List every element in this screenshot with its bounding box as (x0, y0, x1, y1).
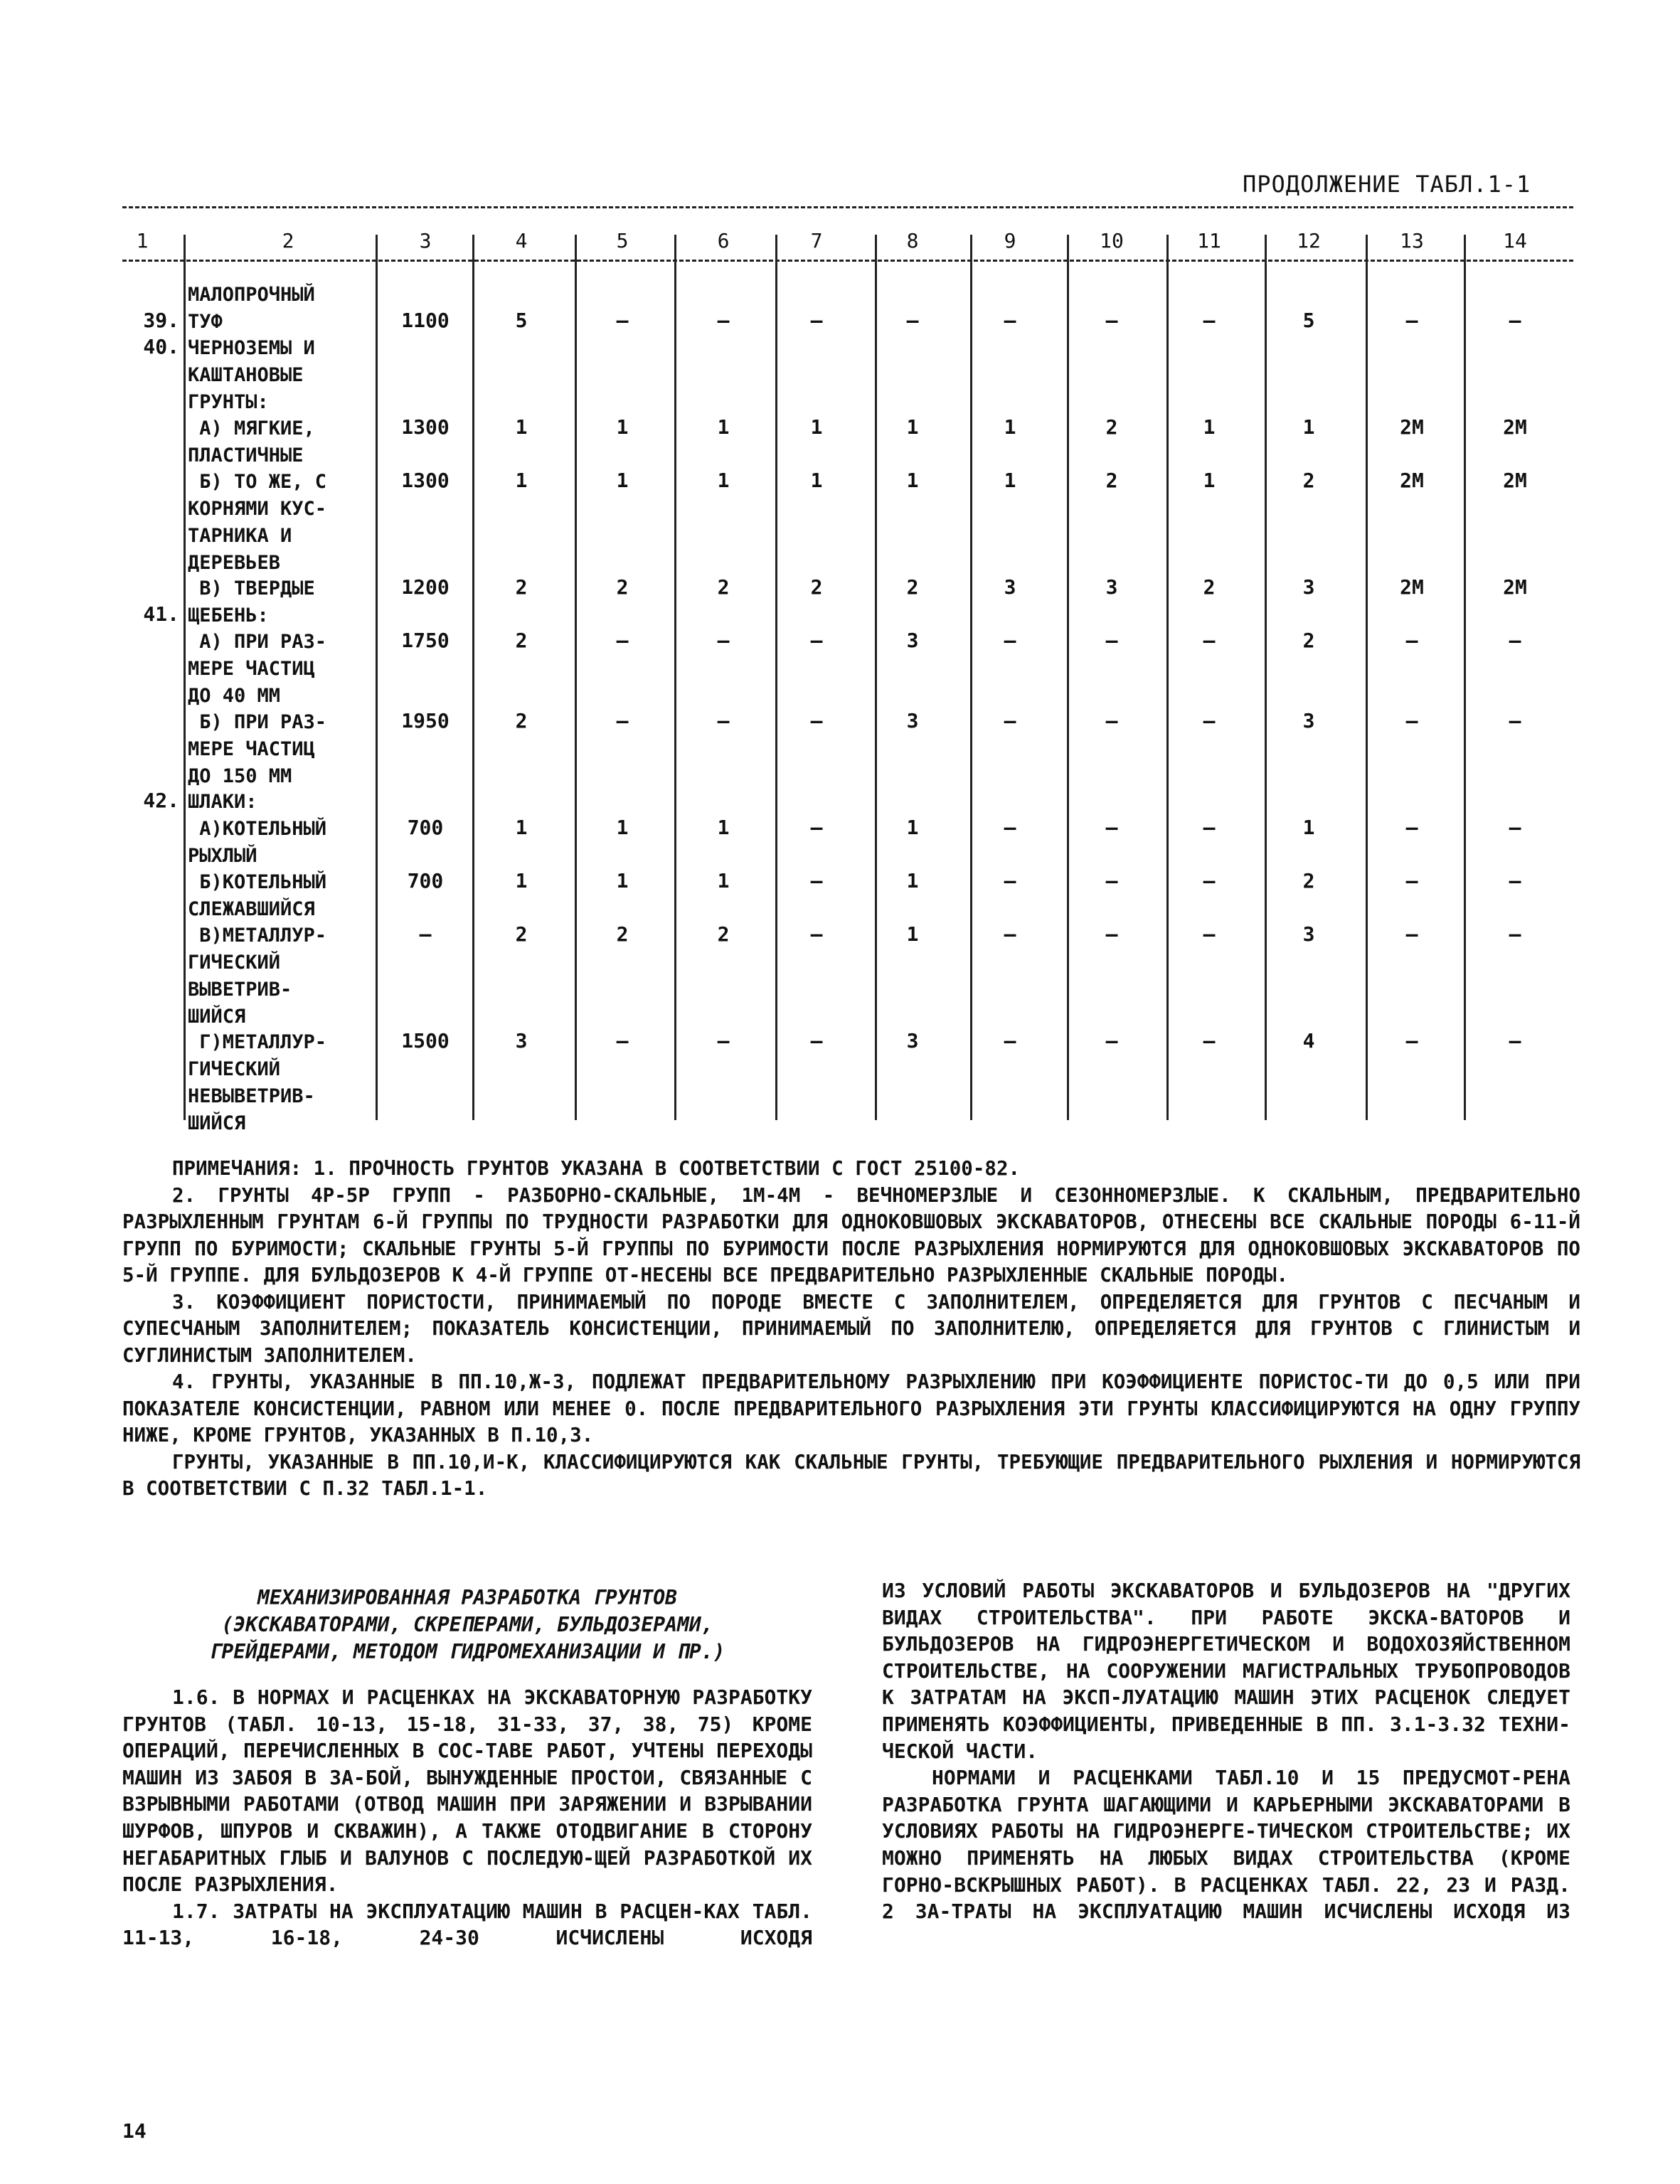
column-header-5: 5 (616, 229, 629, 252)
table-cell: – (1105, 1029, 1118, 1053)
table-cell: 1500 (401, 1029, 450, 1053)
table-cell: 1100 (401, 308, 450, 332)
column-header-10: 10 (1100, 229, 1124, 252)
table-cell: 2 (515, 922, 528, 947)
table-cell: 3 (1105, 575, 1118, 600)
column-separator (1366, 235, 1368, 1120)
table-cell: – (1405, 629, 1418, 653)
table-cell: – (810, 1029, 823, 1053)
section-title (122, 1584, 812, 1666)
table-cell: – (1509, 869, 1521, 893)
table-cell: 2 (1105, 468, 1118, 492)
table-cell: 700 (407, 816, 444, 839)
table-cell: 3 (1302, 708, 1315, 733)
table-cell: – (1105, 629, 1118, 653)
table-cell: – (1203, 629, 1216, 653)
table-cell: 1 (810, 468, 823, 492)
row-name: МАЛОПРОЧНЫЙ ТУФ (188, 284, 315, 333)
row-name: ЩЕБЕНЬ: (188, 604, 269, 627)
column-header-2: 2 (282, 229, 294, 252)
table-cell: – (717, 308, 730, 332)
table-cell: – (1405, 922, 1418, 947)
row-name: ШЛАКИ: (188, 791, 257, 814)
table-cell: 1 (906, 816, 919, 839)
table-cell: 1 (616, 468, 629, 492)
table-cell: – (1405, 308, 1418, 332)
table-cell: – (717, 1029, 730, 1053)
table-cell: – (616, 308, 629, 332)
column-header-1: 1 (136, 229, 149, 252)
table-cell: 1 (515, 468, 528, 492)
table-cell: 2 (1302, 869, 1315, 893)
column-separator (775, 235, 777, 1120)
table-cell: – (1509, 1029, 1521, 1053)
table-cell: 1 (810, 415, 823, 439)
column-separator (970, 235, 972, 1120)
table-cell: 1 (1004, 468, 1016, 492)
table-cell: 3 (1302, 922, 1315, 947)
table-cell: – (1405, 816, 1418, 839)
table-cell: 2М (1503, 415, 1527, 439)
table-cell: – (616, 1029, 629, 1053)
column-header-4: 4 (515, 229, 528, 252)
table-cell: – (1203, 816, 1216, 839)
table-cell: – (1405, 708, 1418, 733)
note-2: 2. ГРУНТЫ 4Р-5Р ГРУПП - РАЗБОРНО-СКАЛЬНЫЕ, 1М-4М - ВЕЧНОМЕРЗЛЫЕ И СЕЗОННОМЕРЗЛЫЕ. К СКАЛЬНЫМ, ПРЕДВАРИТЕЛЬНО РАЗРЫХЛЕННЫМ ГРУНТАМ 6-Й ГРУППЫ ПО ТРУДНОСТИ РАЗРАБОТКИ ДЛЯ ОДНОКОВШОВЫХ ЭКСКАВАТОРОВ, ОТНЕСЕНЫ ВСЕ СКАЛЬНЫЕ ПОРОДЫ 6-11-Й ГРУПП ПО БУРИМОСТИ; СКАЛЬНЫЕ ГРУНТЫ 5-Й ГРУППЫ ПО БУРИМОСТИ ПОСЛЕ РАЗРЫХЛЕНИЯ НОРМИРУЮТСЯ ДЛЯ ОДНОКОВШОВЫХ ЭКСКАВАТОРОВ ПО 5-Й ГРУППЕ. ДЛЯ БУЛЬДОЗЕРОВ К 4-Й ГРУППЕ ОТ-НЕСЕНЫ ВСЕ ПРЕДВАРИТЕЛЬНО РАЗРЫХЛЕННЫЕ СКАЛЬНЫЕ ПОРОДЫ. (122, 1183, 1580, 1287)
table-cell: – (616, 629, 629, 653)
table-cell: 1 (717, 816, 730, 839)
table-cell: – (717, 708, 730, 733)
row-name: Б) ПРИ РАЗ- МЕРЕ ЧАСТИЦ ДО 150 ММ (188, 710, 327, 787)
table-cell: 2 (1302, 629, 1315, 653)
paragraph-continuation: ИЗ УСЛОВИЙ РАБОТЫ ЭКСКАВАТОРОВ И БУЛЬДОЗЕРОВ НА "ДРУГИХ ВИДАХ СТРОИТЕЛЬСТВА". ПРИ РАБОТЕ ЭКСКА-ВАТОРОВ И БУЛЬДОЗЕРОВ НА ГИДРОЭНЕРГЕТИЧЕСКОМ И ВОДОХОЗЯЙСТВЕННОМ СТРОИТЕЛЬСТВЕ, НА СООРУЖЕНИИ МАГИСТРАЛЬНЫХ ТРУБОПРОВОДОВ К ЗАТРАТАМ НА ЭКСП-ЛУАТАЦИЮ МАШИН ЭТИХ РАСЦЕНОК СЛЕДУЕТ ПРИМЕНЯТЬ КОЭФФИЦИЕНТЫ, ПРИВЕДЕННЫЕ В ПП. 3.1-3.32 ТЕХНИ-ЧЕСКОЙ ЧАСТИ. (882, 1579, 1570, 1763)
row-name: А) МЯГКИЕ, ПЛАСТИЧНЫЕ (188, 417, 315, 467)
paragraph-1-7: 1.7. ЗАТРАТЫ НА ЭКСПЛУАТАЦИЮ МАШИН В РАСЦЕН-КАХ ТАБЛ. 11-13, 16-18, 24-30 ИСЧИСЛЕНЫ ИСХОДЯ (122, 1899, 812, 1950)
table-cell: – (810, 816, 823, 839)
row-name: А)КОТЕЛЬНЫЙ РЫХЛЫЙ (188, 818, 327, 867)
column-header-6: 6 (717, 229, 730, 252)
table-cell: 3 (515, 1029, 528, 1053)
table-cell: 1 (906, 415, 919, 439)
table-cell: – (1004, 708, 1016, 733)
column-header-12: 12 (1297, 229, 1321, 252)
row-name: А) ПРИ РАЗ- МЕРЕ ЧАСТИЦ ДО 40 ММ (188, 631, 327, 708)
table-cell: 2 (906, 575, 919, 600)
column-header-7: 7 (810, 229, 823, 252)
table-cell: – (616, 708, 629, 733)
row-number: 42. (143, 789, 179, 813)
table-cell: – (810, 708, 823, 733)
section-title-line-1: МЕХАНИЗИРОВАННАЯ РАЗРАБОТКА ГРУНТОВ (257, 1586, 677, 1609)
table-cell: – (1004, 1029, 1016, 1053)
column-separator (472, 235, 474, 1120)
table-cell: – (1509, 816, 1521, 839)
table-cell: 1 (717, 415, 730, 439)
column-separator (1464, 235, 1466, 1120)
note-1: ПРИМЕЧАНИЯ: 1. ПРОЧНОСТЬ ГРУНТОВ УКАЗАНА В СООТВЕТСТВИИ С ГОСТ 25100-82. (172, 1157, 1021, 1180)
table-cell: 1 (1004, 415, 1016, 439)
row-name: В)МЕТАЛЛУР- ГИЧЕСКИЙ ВЫВЕТРИВ- ШИЙСЯ (188, 925, 327, 1028)
table-cell: 2 (515, 708, 528, 733)
table-rule-top (122, 206, 1573, 208)
column-header-8: 8 (906, 229, 919, 252)
column-separator (1265, 235, 1267, 1120)
table-cell: – (419, 922, 432, 947)
table-cell: 1 (717, 468, 730, 492)
row-name: Б) ТО ЖЕ, С КОРНЯМИ КУС- ТАРНИКА И ДЕРЕВЬЕВ (188, 470, 327, 574)
table-cell: 1300 (401, 468, 450, 492)
column-separator (1166, 235, 1169, 1120)
table-cell: – (1004, 308, 1016, 332)
paragraph-norms: НОРМАМИ И РАСЦЕНКАМИ ТАБЛ.10 И 15 ПРЕДУСМОТ-РЕНА РАЗРАБОТКА ГРУНТА ШАГАЮЩИМИ И КАРЬЕРНЫМИ ЭКСКАВАТОРАМИ В УСЛОВИЯХ РАБОТЫ НА ГИДРОЭНЕРГЕ-ТИЧЕСКОМ СТРОИТЕЛЬСТВЕ; ИХ МОЖНО ПРИМЕНЯТЬ НА ЛЮБЫХ ВИДАХ СТРОИТЕЛЬСТВА (КРОМЕ ГОРНО-ВСКРЫШНЫХ РАБОТ). В РАСЦЕНКАХ ТАБЛ. 22, 23 И РАЗД. 2 ЗА-ТРАТЫ НА ЭКСПЛУАТАЦИЮ МАШИН ИСЧИСЛЕНЫ ИСХОДЯ ИЗ (882, 1766, 1570, 1924)
table-cell: – (810, 629, 823, 653)
column-header-11: 11 (1197, 229, 1221, 252)
table-cell: 1 (906, 922, 919, 947)
table-cell: 5 (515, 308, 528, 332)
row-name: В) ТВЕРДЫЕ (188, 577, 315, 600)
table-cell: 3 (1004, 575, 1016, 600)
table-cell: – (1004, 629, 1016, 653)
table-cell: 700 (407, 869, 444, 893)
column-header-3: 3 (419, 229, 432, 252)
table-cell: 2 (1105, 415, 1118, 439)
right-column (882, 1577, 1570, 1925)
table-cell: – (810, 869, 823, 893)
row-number: 39. (143, 308, 179, 332)
table-cell: 2 (1302, 468, 1315, 492)
table-cell: 1 (906, 468, 919, 492)
table-cell: 1 (906, 869, 919, 893)
table-cell: – (1203, 308, 1216, 332)
row-number: 40. (143, 335, 179, 359)
table-cell: 3 (906, 1029, 919, 1053)
table-cell: 2 (717, 575, 730, 600)
column-header-14: 14 (1503, 229, 1527, 252)
table-cell: 2М (1400, 468, 1424, 492)
table-cell: 2 (515, 629, 528, 653)
table-cell: 1950 (401, 708, 450, 733)
table-cell: 1 (515, 869, 528, 893)
section-title-line-2: (ЭКСКАВАТОРАМИ, СКРЕПЕРАМИ, БУЛЬДОЗЕРАМИ, (221, 1613, 713, 1636)
table-cell: 4 (1302, 1029, 1315, 1053)
table-cell: 1 (616, 816, 629, 839)
table-cell: – (1405, 869, 1418, 893)
column-separator (1067, 235, 1069, 1120)
table-cell: 2 (515, 575, 528, 600)
table-cell: – (1004, 816, 1016, 839)
table-cell: 2 (616, 922, 629, 947)
column-separator (575, 235, 577, 1120)
table-cell: – (1105, 869, 1118, 893)
left-column (122, 1684, 812, 1951)
table-cell: – (1105, 816, 1118, 839)
table-cell: 1750 (401, 629, 450, 653)
table-cell: 3 (906, 629, 919, 653)
row-name: ЧЕРНОЗЕМЫ И КАШТАНОВЫЕ ГРУНТЫ: (188, 337, 315, 414)
table-cell: 1 (616, 869, 629, 893)
note-4: 4. ГРУНТЫ, УКАЗАННЫЕ В ПП.10,Ж-З, ПОДЛЕЖАТ ПРЕДВАРИТЕЛЬНОМУ РАЗРЫХЛЕНИЮ ПРИ КОЭФФИЦИЕНТЕ ПОРИСТОС-ТИ ДО 0,5 ИЛИ ПРИ ПОКАЗАТЕЛЕ КОНСИСТЕНЦИИ, РАВНОМ ИЛИ МЕНЕЕ 0. ПОСЛЕ ПРЕДВАРИТЕЛЬНОГО РАЗРЫХЛЕНИЯ ЭТИ ГРУНТЫ КЛАССИФИЦИРУЮТСЯ НА ОДНУ ГРУППУ НИЖЕ, КРОМЕ ГРУНТОВ, УКАЗАННЫХ В П.10,З. (122, 1370, 1580, 1447)
table-cell: – (1105, 708, 1118, 733)
table-cell: 2 (616, 575, 629, 600)
table-cell: 1 (616, 415, 629, 439)
column-separator (674, 235, 676, 1120)
table-cell: – (1105, 308, 1118, 332)
table-cell: – (1509, 708, 1521, 733)
table-cell: 2 (810, 575, 823, 600)
table-cell: – (1203, 869, 1216, 893)
table-cell: – (906, 308, 919, 332)
table-cell: 1 (1203, 415, 1216, 439)
row-name: Б)КОТЕЛЬНЫЙ СЛЕЖАВШИЙСЯ (188, 871, 327, 921)
table-cell: – (1004, 922, 1016, 947)
column-header-13: 13 (1400, 229, 1424, 252)
table-cell: – (1509, 308, 1521, 332)
table-cell: 2 (717, 922, 730, 947)
table-cell: 2М (1503, 575, 1527, 600)
paragraph-1-6: 1.6. В НОРМАХ И РАСЦЕНКАХ НА ЭКСКАВАТОРНУЮ РАЗРАБОТКУ ГРУНТОВ (ТАБЛ. 10-13, 15-18, 31-33, 37, 38, 75) КРОМЕ ОПЕРАЦИЙ, ПЕРЕЧИСЛЕННЫХ В СОС-ТАВЕ РАБОТ, УЧТЕНЫ ПЕРЕХОДЫ МАШИН ИЗ ЗАБОЯ В ЗА-БОЙ, ВЫНУЖДЕННЫЕ ПРОСТОИ, СВЯЗАННЫЕ С ВЗРЫВНЫМИ РАБОТАМИ (ОТВОД МАШИН ПРИ ЗАРЯЖЕНИИ И ВЗРЫВАНИИ ШУРФОВ, ШПУРОВ И СКВАЖИН), А ТАКЖЕ ОТОДВИГАНИЕ В СТОРОНУ НЕГАБАРИТНЫХ ГЛЫБ И ВАЛУНОВ С ПОСЛЕДУЮ-ЩЕЙ РАЗРАБОТКОЙ ИХ ПОСЛЕ РАЗРЫХЛЕНИЯ. (122, 1685, 812, 1897)
table-cell: 1300 (401, 415, 450, 439)
table-cell: 3 (1302, 575, 1315, 600)
row-number: 41. (143, 602, 179, 626)
table-cell: – (1203, 922, 1216, 947)
page-number: 14 (122, 2119, 147, 2143)
table-cell: 1 (717, 869, 730, 893)
table-cell: – (810, 308, 823, 332)
table-cell: 1 (1302, 415, 1315, 439)
table-cell: 1 (515, 415, 528, 439)
table-cell: – (810, 922, 823, 947)
table-cell: – (1509, 629, 1521, 653)
note-5: ГРУНТЫ, УКАЗАННЫЕ В ПП.10,И-К, КЛАССИФИЦИРУЮТСЯ КАК СКАЛЬНЫЕ ГРУНТЫ, ТРЕБУЮЩИЕ ПРЕДВАРИТЕЛЬНОГО РЫХЛЕНИЯ И НОРМИРУЮТСЯ В СООТВЕТСТВИИ С П.32 ТАБЛ.1-1. (122, 1450, 1580, 1500)
section-title-line-3: ГРЕЙДЕРАМИ, МЕТОДОМ ГИДРОМЕХАНИЗАЦИИ И ПР.) (209, 1640, 725, 1663)
table-cell: – (717, 629, 730, 653)
table-cell: 5 (1302, 308, 1315, 332)
table-cell: 1200 (401, 575, 450, 600)
table-caption: ПРОДОЛЖЕНИЕ ТАБЛ.1-1 (1243, 171, 1531, 198)
notes (122, 1156, 1580, 1503)
table-cell: – (1405, 1029, 1418, 1053)
note-3: 3. КОЭФФИЦИЕНТ ПОРИСТОСТИ, ПРИНИМАЕМЫЙ ПО ПОРОДЕ ВМЕСТЕ С ЗАПОЛНИТЕЛЕМ, ОПРЕДЕЛЯЕТСЯ ДЛЯ ГРУНТОВ С ПЕСЧАНЫМ И СУПЕСЧАНЫМ ЗАПОЛНИТЕЛЕМ; ПОКАЗАТЕЛЬ КОНСИСТЕНЦИИ, ПРИНИМАЕМЫЙ ПО ЗАПОЛНИТЕЛЮ, ОПРЕДЕЛЯЕТСЯ ДЛЯ ГРУНТОВ С ГЛИНИСТЫМ И СУГЛИНИСТЫМ ЗАПОЛНИТЕЛЕМ. (122, 1290, 1580, 1367)
table-rule-header (122, 260, 1573, 262)
table-cell: 1 (515, 816, 528, 839)
table-cell: 2М (1400, 575, 1424, 600)
column-header-9: 9 (1004, 229, 1016, 252)
column-separator (184, 235, 186, 1120)
table-cell: 2М (1503, 468, 1527, 492)
column-separator (875, 235, 877, 1120)
table-cell: – (1203, 1029, 1216, 1053)
table-cell: 3 (906, 708, 919, 733)
row-name: Г)МЕТАЛЛУР- ГИЧЕСКИЙ НЕВЫВЕТРИВ- ШИЙСЯ (188, 1031, 327, 1135)
table-cell: 1 (1203, 468, 1216, 492)
table-cell: – (1105, 922, 1118, 947)
table-cell: – (1203, 708, 1216, 733)
table-cell: – (1509, 922, 1521, 947)
table-cell: 1 (1302, 816, 1315, 839)
table-cell: 2 (1203, 575, 1216, 600)
column-separator (376, 235, 378, 1120)
table-cell: – (1004, 869, 1016, 893)
table-cell: 2М (1400, 415, 1424, 439)
